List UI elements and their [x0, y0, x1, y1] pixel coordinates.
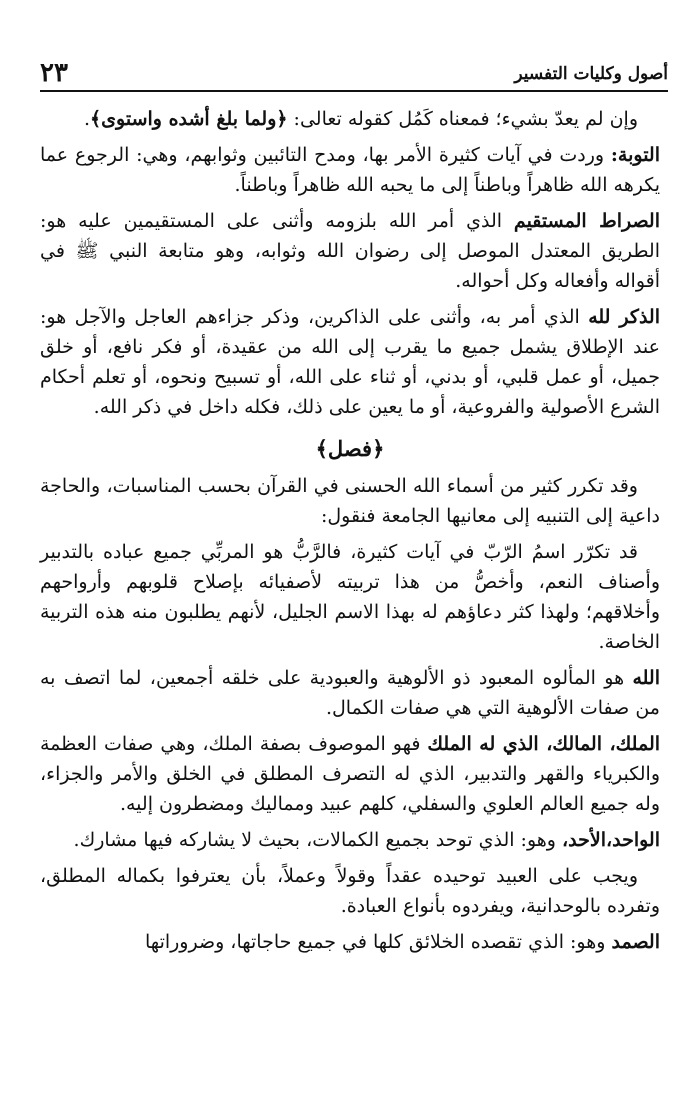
running-title: أصول وكليات التفسير: [514, 64, 668, 84]
paragraph-dhikr: [40, 302, 660, 422]
paragraph-tail: .: [84, 108, 91, 130]
paragraph-malik: [40, 729, 660, 819]
term-heading: التوبة:: [610, 144, 660, 166]
paragraph-intro: [40, 471, 660, 531]
term-heading: الملك، المالك، الذي له الملك: [427, 733, 661, 755]
paragraph-text: وهو: الذي تقصده الخلائق كلها في جميع حاجاتها، وضروراتها: [145, 931, 612, 953]
paragraph-text: فهو الموصوف بصفة الملك، وهي صفات العظمة والكبرياء والقهر والتدبير، الذي له التصرف المطلق في الخلق والأمر والجزاء، وله جميع العالم العلوي والسفلي، كلهم عبيد ومماليك ومضطرون إليه.: [40, 733, 660, 815]
paragraph-wahid: [40, 825, 660, 855]
term-heading: الذكر لله: [588, 306, 660, 328]
paragraph-text: وردت في آيات كثيرة الأمر بها، ومدح التائبين وثوابهم، وهي: الرجوع عما يكرهه الله ظاهراً وباطناً إلى ما يحبه الله ظاهراً وباطناً.: [40, 144, 660, 196]
term-heading: الله: [632, 667, 660, 689]
page-number: ٢٣: [40, 58, 68, 88]
paragraph-istawa: [40, 104, 660, 134]
term-heading: الصمد: [611, 931, 660, 953]
paragraph-text: الذي أمر به، وأثنى على الذاكرين، وذكر جزاءهم العاجل والآجل هو: عند الإطلاق يشمل جميع ما يقرب إلى الله من عقيدة، أو فكر نافع، أو خلق جميل، أو عمل قلبي، أو بدني، أو ثناء على الله، أو تسبيح ونحوه، أو تعلم أحكام الشرع الأصولية والفروعية، أو ما يعين على ذلك، فكله داخل في ذكر الله.: [40, 306, 660, 418]
page-body: [40, 104, 660, 963]
paragraph-sirat: [40, 206, 660, 296]
paragraph-samad: [40, 927, 660, 957]
term-heading: الصراط المستقيم: [513, 210, 660, 232]
paragraph-text: الذي أمر الله بلزومه وأثنى على المستقيمين عليه هو: الطريق المعتدل الموصل إلى رضوان الله وثوابه، وهو متابعة النبي ﷺ في أقواله وأفعاله وكل أحواله.: [40, 210, 660, 292]
paragraph-text: وإن لم يعدّ بشيء؛ فمعناه كَمُل كقوله تعالى:: [287, 108, 638, 130]
paragraph-text: قد تكرّر اسمُ الرّبّ في آيات كثيرة، فالرَّبُّ هو المربِّي جميع عباده بالتدبير وأصناف النعم، وأخصُّ من هذا تربيته لأصفيائه بإصلاح قلوبهم وأرواحهم وأخلاقهم؛ ولهذا كثر دعاؤهم له بهذا الاسم الجليل، لأنهم يطلبون منه هذه التربية الخاصة.: [40, 541, 660, 653]
paragraph-text: ويجب على العبيد توحيده عقداً وقولاً وعملاً، بأن يعترفوا بكماله المطلق، وتفرده بالوحدانية، ويفردوه بأنواع العبادة.: [40, 865, 660, 917]
paragraph-text: وهو: الذي توحد بجميع الكمالات، بحيث لا يشاركه فيها مشارك.: [73, 829, 563, 851]
section-heading: ﴿فصل﴾: [315, 436, 385, 461]
quran-verse: ﴿ولما بلغ أشده واستوى﴾: [90, 108, 288, 130]
paragraph-tawhid: [40, 861, 660, 921]
term-heading: الواحد،الأحد،: [562, 829, 660, 851]
paragraph-allah: [40, 663, 660, 723]
paragraph-text: وقد تكرر كثير من أسماء الله الحسنى في القرآن بحسب المناسبات، والحاجة داعية إلى التنبيه إلى معانيها الجامعة فنقول:: [40, 475, 660, 527]
paragraph-tawba: [40, 140, 660, 200]
paragraph-text: هو المألوه المعبود ذو الألوهية والعبودية على خلقه أجمعين، لما اتصف به من صفات الألوهية التي هي صفات الكمال.: [40, 667, 660, 719]
running-header: [40, 42, 668, 92]
paragraph-rabb: [40, 537, 660, 657]
